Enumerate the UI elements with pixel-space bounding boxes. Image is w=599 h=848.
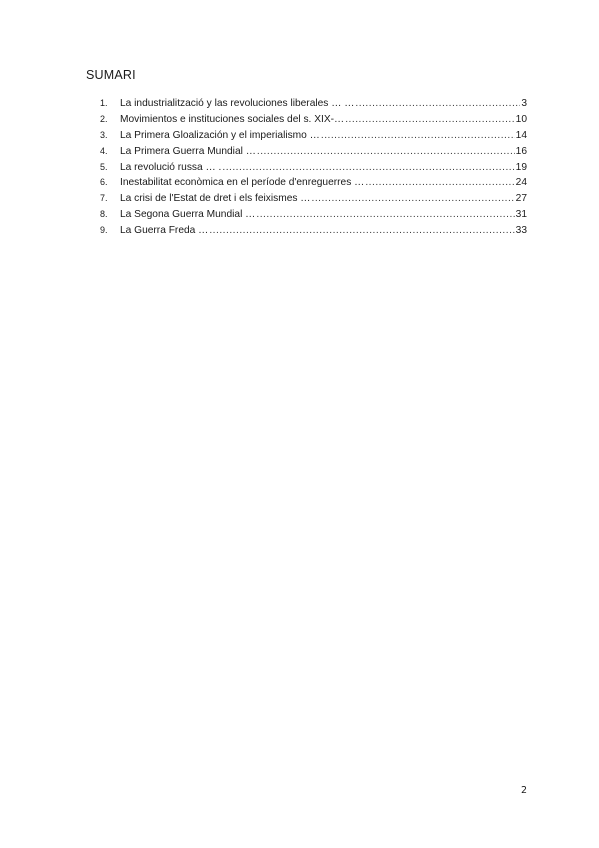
toc-entry-number: 3. bbox=[100, 129, 108, 140]
toc-entry-number: 7. bbox=[100, 193, 108, 204]
toc-entry-page: 19 bbox=[515, 161, 527, 173]
toc-entry-page: 14 bbox=[515, 129, 527, 141]
toc-dot-leader bbox=[355, 96, 520, 112]
page-number: 2 bbox=[521, 785, 528, 796]
toc-entry-title: Movimientos e instituciones sociales del s. XIX-… bbox=[120, 113, 345, 125]
toc-dot-leader bbox=[311, 191, 514, 207]
toc-entry bbox=[100, 175, 527, 191]
toc-dot-leader bbox=[209, 223, 514, 239]
toc-entry-number: 6. bbox=[100, 177, 108, 188]
toc-entry-page: 16 bbox=[515, 145, 527, 157]
toc-entry-title: Inestabilitat econòmica en el període d'enreguerres … bbox=[120, 177, 365, 189]
toc-entry bbox=[100, 128, 527, 144]
toc-entry-title: La Guerra Freda … bbox=[120, 225, 209, 237]
toc-entry-title: La revolució russa … . bbox=[120, 161, 222, 173]
toc-entry-title: La industrialització y las revoluciones liberales … … bbox=[120, 98, 355, 109]
toc-entry bbox=[100, 207, 527, 223]
toc-entry bbox=[100, 223, 527, 239]
toc-entry-title: La Primera Gloalización y el imperialismo … bbox=[120, 129, 320, 141]
toc-entry bbox=[100, 112, 527, 128]
toc-entry-number: 8. bbox=[100, 209, 108, 220]
toc-entry-page: 31 bbox=[515, 209, 527, 221]
table-of-contents bbox=[100, 96, 527, 239]
toc-entry-number: 1. bbox=[100, 98, 108, 108]
toc-entry bbox=[100, 144, 527, 160]
toc-dot-leader bbox=[222, 160, 514, 176]
toc-entry bbox=[100, 96, 527, 112]
toc-entry-number: 4. bbox=[100, 145, 108, 156]
toc-entry-page: 33 bbox=[515, 225, 527, 237]
toc-entry-number: 2. bbox=[100, 113, 108, 124]
toc-dot-leader bbox=[256, 207, 514, 223]
toc-entry-page: 24 bbox=[515, 177, 527, 189]
toc-entry-number: 9. bbox=[100, 225, 108, 236]
toc-entry bbox=[100, 191, 527, 207]
toc-dot-leader bbox=[365, 175, 514, 191]
toc-entry-title: La crisi de l'Estat de dret i els feixismes … bbox=[120, 193, 311, 205]
toc-entry-page: 10 bbox=[515, 113, 527, 125]
toc-dot-leader bbox=[321, 128, 515, 144]
toc-entry-page: 27 bbox=[515, 193, 527, 205]
toc-title: SUMARI bbox=[86, 68, 136, 82]
toc-dot-leader bbox=[257, 144, 515, 160]
toc-entry-title: La Segona Guerra Mundial … bbox=[120, 209, 256, 221]
toc-entry-title: La Primera Guerra Mundial … bbox=[120, 145, 256, 157]
toc-entry bbox=[100, 160, 527, 176]
toc-dot-leader bbox=[345, 112, 514, 128]
toc-entry-page: 3 bbox=[521, 98, 527, 109]
toc-entry-number: 5. bbox=[100, 161, 108, 172]
